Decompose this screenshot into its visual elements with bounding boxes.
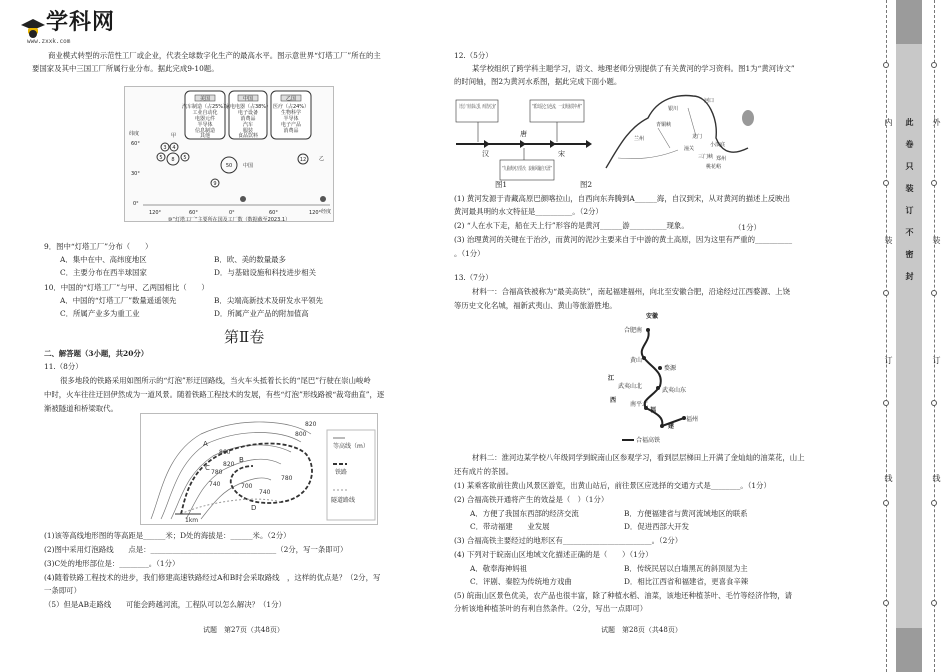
station-wuyuan: 婺源 [664, 365, 677, 372]
label-fujian-1: 福 [650, 407, 657, 414]
svg-text:郑州: 郑州 [716, 156, 727, 162]
svg-text:30°: 30° [131, 171, 140, 177]
outer-dashed-line [934, 0, 935, 672]
map-scale: 1km [185, 517, 199, 524]
legend-tunnel: 隧道路线 [331, 497, 356, 504]
q11-text-3: 渐被隧道和桥梁取代。 [44, 404, 118, 413]
rail-map-svg [600, 308, 710, 446]
label-yi: 乙 [319, 156, 325, 162]
svg-text:家电电器（占38%）: 家电电器（占38%） [224, 104, 272, 110]
svg-text:医疗（占24%）: 医疗（占24%） [272, 104, 310, 110]
left-footer: 试题 第27页（共48页） [203, 626, 284, 634]
svg-text:740: 740 [209, 481, 221, 488]
china-title: 中国 [242, 96, 254, 102]
fig1-caption: 图1 [495, 180, 508, 189]
q12-3: (3) 治理黄河的关键在于治沙，而黄河的泥沙主要来自于中游的黄土高原，因为这里有严重的__________ [454, 235, 793, 244]
q10-option-a[interactable]: A．中国的“灯塔工厂”数量遥遥领先 [60, 296, 177, 305]
svg-text:12: 12 [299, 157, 307, 163]
brand-site: www.zxxk.com [27, 38, 71, 45]
q11-4b: 一条即可） [44, 586, 81, 595]
contour-map-svg [141, 414, 379, 526]
contour-map [140, 413, 378, 525]
q13-head: 13.（7分） [454, 273, 493, 282]
q13-2-option-a[interactable]: A．方便了我国东西部的经济交流 [470, 509, 579, 518]
q13-2-option-c[interactable]: C．带动福建 业发展 [470, 522, 550, 531]
svg-text:半导体: 半导体 [283, 116, 299, 122]
q13-4-option-b[interactable]: B．传统民居以白墙黑瓦的斜顶屋为主 [624, 564, 748, 573]
svg-text:4: 4 [172, 145, 176, 151]
svg-text:兰州: 兰州 [634, 136, 645, 142]
svg-text:潼关: 潼关 [684, 146, 695, 152]
label-anhui: 安徽 [646, 313, 659, 320]
intro-line-2: 要国家及其中三国工厂所属行业分布。据此完成9-10题。 [32, 64, 219, 73]
label-fujian-2: 建 [668, 423, 675, 430]
poem-2: “派出昆仑五色流，一支黄浊贯中州” [532, 104, 616, 110]
q13-material-2: 材料二：淮河边某学校八年级同学到皖南山区参观学习，看到层层梯田上开满了金灿灿的油菜花，山上 [472, 453, 805, 462]
svg-text:120°: 120° [309, 210, 322, 216]
inner-dashed-line [886, 0, 887, 672]
legend-contour: 等高线（m） [333, 443, 369, 450]
lighthouse-figure [124, 86, 334, 222]
svg-text:50: 50 [225, 163, 233, 169]
point-a: A [203, 440, 208, 448]
point-b: B [239, 456, 244, 464]
q10-stem: 10．中国的“灯塔工厂”与甲、乙两国相比（ ） [44, 283, 209, 292]
section-title: 二、解答题（3小题，共20分） [44, 349, 149, 358]
q13-1: (1) 某乘客欲前往黄山风景区游览，出黄山站后，前往景区应选择的交通方式是________。（1分） [454, 481, 771, 490]
q9-stem: 9．图中“灯塔工厂”分布（ ） [44, 242, 153, 251]
svg-text:800: 800 [295, 431, 307, 438]
q13-material-1b: 等历史文化名城，福新武夷山、黄山等旅游胜地。 [454, 301, 617, 310]
q11-text-2: 中时，火车往往迂回伊然成为一道风景。随着铁路工程技术的发展，有些“灯泡”形线路被“裁弯曲直”，逐 [44, 390, 385, 399]
q12-1b: 黄河最具明的水文特征是__________。（2分） [454, 207, 603, 216]
q13-material-2b: 还有成片的茶园。 [454, 467, 514, 476]
q11-head: 11.（8分） [44, 362, 83, 371]
svg-text:电子设备: 电子设备 [237, 110, 259, 116]
svg-text:工业自动化: 工业自动化 [192, 110, 218, 116]
q12-head: 12.（5分） [454, 51, 493, 60]
q12-text-1: 某学校组织了跨学科主题学习，语文、地理老师分别提供了有关黄河的学习资料。图1为“黄河诗文” [472, 64, 795, 73]
q13-3: (3) 合福高铁主要经过的地形区有________________________。（2分） [454, 536, 683, 545]
label-jia: 甲 [171, 133, 177, 139]
svg-text:三门峡: 三门峡 [698, 154, 714, 160]
q13-4: (4) 下列对于皖南山区地域文化描述正确的是（ ）（1分） [454, 550, 653, 559]
station-fuzhou: 福州 [686, 416, 699, 423]
svg-text:60°: 60° [269, 210, 278, 216]
q11-5: （5）但是AB走路线 可能会跨越河流，工程队可以怎么解决？（1分） [44, 600, 286, 609]
poem-3: “九曲黄河万里沙，浪淘风簸自天涯” [502, 166, 586, 172]
q11-2: (2)图中采用灯泡路线 点是：__________________________________（2分，写一条即可） [44, 545, 348, 554]
svg-text:5: 5 [183, 155, 187, 161]
svg-text:银川: 银川 [668, 106, 679, 112]
q9-option-b[interactable]: B．欧、美的数量最多 [214, 255, 286, 264]
q13-4-option-a[interactable]: A．敬奉海神妈祖 [470, 564, 528, 573]
svg-text:860: 860 [219, 449, 231, 456]
svg-text:消费品: 消费品 [283, 128, 299, 134]
q9-option-c[interactable]: C．主要分布在西半球国家 [60, 268, 147, 277]
label-jiangxi-1: 江 [608, 375, 615, 382]
binding-strip: 内 装 订 线 外 装 订 线 此 卷 只 装 订 不 密 封 [868, 0, 950, 672]
svg-text:生物科学: 生物科学 [280, 110, 302, 116]
q9-option-a[interactable]: A．集中在中、高纬度地区 [60, 255, 147, 264]
poem-1: 《史记》“南有泰山之阳，西有浩河之南” [458, 104, 552, 110]
svg-text:0°: 0° [229, 210, 235, 216]
lighthouse-map-svg [125, 87, 335, 223]
era-song: 宋 [558, 150, 565, 158]
brand-logo [20, 6, 116, 45]
figure-caption: ⑩“灯塔工厂”主要所在国及工厂数（数据截至2023.1） [167, 217, 291, 223]
svg-text:电器元件: 电器元件 [194, 116, 216, 122]
river-map-svg [598, 88, 758, 180]
svg-text:龙门: 龙门 [692, 134, 703, 140]
notice-bar: 此 卷 只 装 订 不 密 封 [896, 0, 922, 672]
q12-2: (2) “人在水下走，船在天上行”形容的是黄河______游__________现象。 [454, 221, 689, 230]
y-axis-label: 纬度 [129, 131, 140, 137]
svg-text:60°: 60° [189, 210, 198, 216]
station-nanping: 南平北 [630, 401, 649, 408]
svg-text:河口: 河口 [704, 98, 715, 104]
other-title: 乙国 [285, 96, 297, 102]
q13-2-option-b[interactable]: B．方便福建省与黄河流域地区的联系 [624, 509, 748, 518]
brand-name: 学科网 [46, 10, 116, 35]
svg-text:8: 8 [171, 157, 175, 163]
svg-text:120°: 120° [149, 210, 162, 216]
fig2-caption: 图2 [580, 180, 593, 189]
q11-1: (1)该等高线地形图的等高距是______米；D处的海拔是：______米。（2分） [44, 531, 291, 540]
station-wuyishan-n: 武夷山北 [618, 383, 643, 390]
svg-text:桃花峪: 桃花峪 [706, 164, 722, 170]
station-wuyishan-e: 武夷山东 [662, 387, 687, 394]
q13-2-option-d[interactable]: D．促进西部大开发 [624, 522, 690, 531]
svg-text:9: 9 [213, 181, 217, 187]
q12-text-2: 的时间轴，图2为黄河水系图，据此完成下面小题。 [454, 77, 622, 86]
point-d: D [251, 504, 257, 512]
q10-option-c[interactable]: C．所属产业多为重工业 [60, 309, 140, 318]
era-han: 汉 [482, 150, 489, 158]
svg-text:740: 740 [259, 489, 271, 496]
rail-legend: 合福高铁 [636, 437, 661, 444]
svg-text:汽车制造（占25%）: 汽车制造（占25%） [181, 104, 229, 110]
svg-text:5: 5 [159, 155, 163, 161]
svg-text:信息制造: 信息制造 [194, 128, 216, 134]
legend-rail: 铁路 [335, 469, 348, 476]
label-jiangxi-2: 西 [610, 397, 617, 404]
svg-text:食品饮料: 食品饮料 [237, 133, 259, 139]
q9-option-d[interactable]: D．与基础设施和科技进步相关 [214, 268, 317, 277]
yellow-river-timeline [454, 96, 616, 188]
q11-4: (4)随着铁路工程技术的进步，我们修建高速铁路经过A和B时会采取路线 ，这样的优点是？（2分，写 [44, 573, 381, 582]
svg-text:780: 780 [281, 475, 293, 482]
svg-text:服装: 服装 [242, 128, 254, 134]
label-china: 中国 [243, 163, 254, 169]
station-huangshan: 黄山 [630, 357, 643, 364]
svg-text:汽车: 汽车 [242, 122, 254, 128]
q13-5: (5) 皖南山区景色优美，农产品也很丰富，除了种植水稻、油菜，该地还种植茶叶、毛竹等经济作物，请 [454, 591, 793, 600]
station-hefei: 合肥南 [624, 327, 643, 334]
x-axis-label: 经度 [321, 209, 332, 215]
graduation-cap-icon [20, 17, 46, 39]
q11-text-1: 很多地段的铁路采用如图所示的“灯泡”形迂回路线，当火车头抵着长长的“尾巴”行驶在崇山峻岭 [60, 376, 371, 385]
q13-2: (2) 合福高铁开通将产生的效益是（ ）（1分） [454, 495, 609, 504]
usa-title: 美国 [199, 96, 211, 102]
svg-text:700: 700 [241, 483, 253, 490]
svg-text:820: 820 [223, 461, 235, 468]
svg-text:消费品: 消费品 [240, 116, 256, 122]
timeline-svg [454, 96, 616, 188]
q11-3: (3)C处的地形部位是：________。（1分） [44, 559, 180, 568]
q12-3b: 。（1分） [454, 249, 485, 258]
svg-text:820: 820 [305, 421, 317, 428]
right-footer: 试题 第28页（共48页） [601, 626, 682, 634]
point-c: C [205, 464, 210, 472]
part-two-title: 第Ⅱ卷 [224, 328, 265, 346]
q10-option-d[interactable]: D．所属产业产品的附加值高 [214, 309, 309, 318]
q13-5b: 分析该地种植茶叶的有利自然条件。（2分，写出一点即可） [454, 604, 648, 613]
svg-text:小浪底: 小浪底 [710, 142, 726, 148]
svg-text:0°: 0° [133, 201, 139, 207]
intro-line-1: 商业模式转型的示范性工厂或企业，代表全球数字化生产的最高水平。图示意世界“灯塔工厂”所在的主 [48, 51, 381, 60]
q10-option-b[interactable]: B．尖端高新技术及研发水平领先 [214, 296, 323, 305]
svg-text:青铜峡: 青铜峡 [656, 122, 672, 128]
hefei-fuzhou-rail-map [600, 308, 710, 446]
yellow-river-map [598, 88, 758, 180]
svg-text:3: 3 [163, 145, 167, 151]
q13-material-1: 材料一：合福高铁被称为“最美高铁”，南起福建福州，向北至安徽合肥，沿途经过江西婺源、上饶 [472, 287, 790, 296]
q12-2b: （1分） [734, 223, 761, 232]
q13-4-option-c[interactable]: C．评剧、秦腔为传统地方戏曲 [470, 577, 572, 586]
q12-1: (1) 黄河发源于青藏高原巴颜喀拉山，自西向东奔腾到A______海，自汉到宋，从对黄河的描述上反映出 [454, 194, 790, 203]
svg-text:半导体: 半导体 [197, 122, 213, 128]
svg-text:60°: 60° [131, 141, 140, 147]
svg-text:其他: 其他 [199, 133, 211, 139]
svg-text:780: 780 [211, 469, 223, 476]
q13-4-option-d[interactable]: D．相比江西省和福建省，更喜食辛辣 [624, 577, 749, 586]
era-tang: 唐 [520, 130, 527, 138]
svg-text:电子产品: 电子产品 [280, 122, 302, 128]
